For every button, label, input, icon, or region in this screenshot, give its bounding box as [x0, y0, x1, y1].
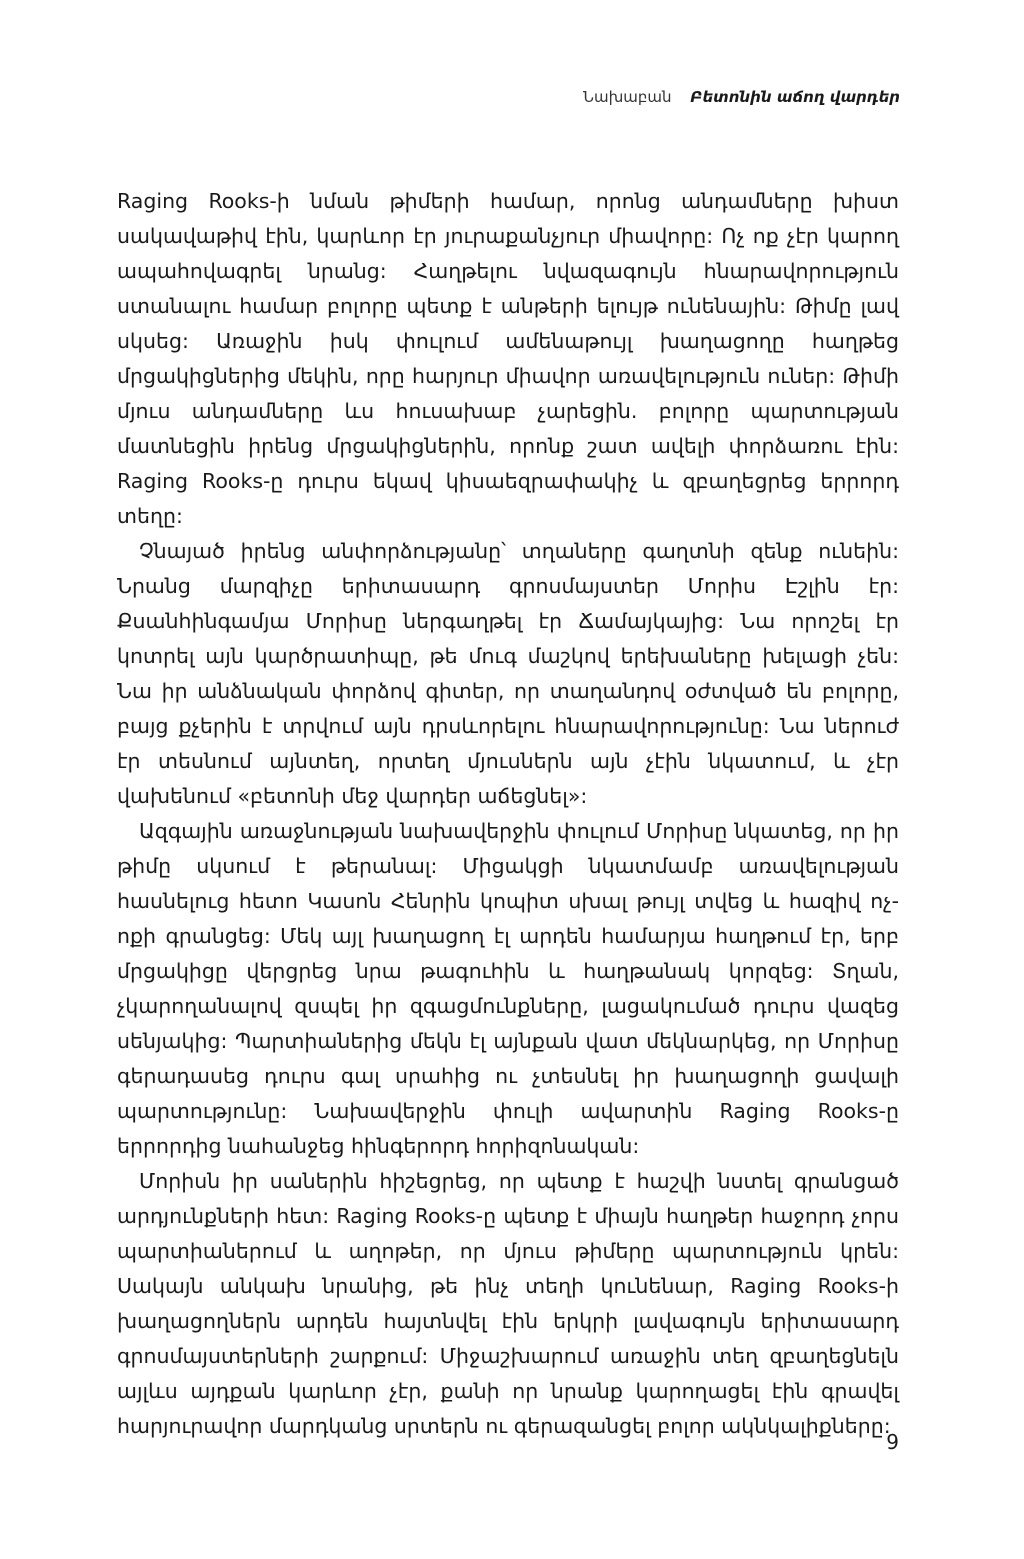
page-number: 9 — [886, 1430, 899, 1454]
section-label: Նախաբան — [583, 88, 672, 106]
paragraph-3: Ազգային առաջնության նախավերջին փուլում Մորիսը նկատեց, որ իր թիմը սկսում է թերանալ: Միցակցի նկատմամբ առավելության հասնելուց հետո Կասոն Հենրին կոպիտ սխալ թույլ տվեց և հազիվ ոչ-ոքի գրանցեց: Մեկ այլ խաղացող էլ արդեն համարյա հաղթում էր, երբ մրցակիցը վերցրեց նրա թագուհին և հաղթանակ կորզեց: Տղան, չկարողանալով զսպել իր զգացմունքները, լացակումած դուրս վազեց սենյակից: Պարտիաներից մեկն էլ այնքան վատ մեկնարկեց, որ Մորիսը գերադասեց դուրս գալ սրահից ու չտեսնել իր խաղացողի ցավալի պարտությունը: Նախավերջին փուլի ավարտին Raging Rooks-ը երրորդից նահանջեց հինգերորդ հորիզոնական: — [117, 819, 899, 1158]
book-title: Բետոնին աճող վարդեր — [690, 88, 900, 106]
body-text — [117, 184, 899, 1444]
paragraph-1: Raging Rooks-ի նման թիմերի համար, որոնց անդամները խիստ սակավաթիվ էին, կարևոր էր յուրաքանչյուր միավորը: Ոչ ոք չէր կարող ապահովագրել նրանց: Հաղթելու նվազագույն հնարավորություն ստանալու համար բոլորը պետք է անթերի ելույթ ունենային: Թիմը լավ սկսեց: Առաջին իսկ փուլում ամենաթույլ խաղացողը հաղթեց մրցակիցներից մեկին, որը հարյուր միավոր առավելություն ուներ: Թիմի մյուս անդամները ևս հուսախաբ չարեցին. բոլորը պարտության մատնեցին իրենց մրցակիցներին, որոնք շատ ավելի փորձառու էին: Raging Rooks-ը դուրս եկավ կիսաեզրափակիչ և զբաղեցրեց երրորդ տեղը: — [117, 189, 899, 528]
paragraph-2: Չնայած իրենց անփորձությանը՝ տղաները գաղտնի զենք ունեին: Նրանց մարզիչը երիտասարդ գրոսմայստեր Մորիս Էշլին էր: Քսանհինգամյա Մորիսը ներգաղթել էր Ճամայկայից: Նա որոշել էր կոտրել այն կարծրատիպը, թե մուգ մաշկով երեխաները խելացի չեն: Նա իր անձնական փորձով գիտեր, որ տաղանդով օժտված են բոլորը, բայց քչերին է տրվում այն դրսևորելու հնարավորությունը: Նա ներուժ էր տեսնում այնտեղ, որտեղ մյուսներն այն չէին նկատում, և չէր վախենում «բետոնի մեջ վարդեր աճեցնել»: — [117, 539, 899, 808]
paragraph-4: Մորիսն իր սաներին հիշեցրեց, որ պետք է հաշվի նստել գրանցած արդյունքների հետ: Raging Rooks-ը պետք է միայն հաղթեր հաջորդ չորս պարտիաներում և աղոթեր, որ մյուս թիմերը պարտություն կրեն: Սակայն անկախ նրանից, թե ինչ տեղի կունենար, Raging Rooks-ի խաղացողներն արդեն հայտնվել էին երկրի լավագույն երիտասարդ գրոսմայստերների շարքում: Միջաշխարում առաջին տեղ զբաղեցնելն այլևս այդքան կարևոր չէր, քանի որ նրանք կարողացել էին գրավել հարյուրավոր մարդկանց սրտերն ու գերազանցել բոլոր ակնկալիքները: — [117, 1169, 899, 1438]
running-head — [583, 88, 900, 106]
